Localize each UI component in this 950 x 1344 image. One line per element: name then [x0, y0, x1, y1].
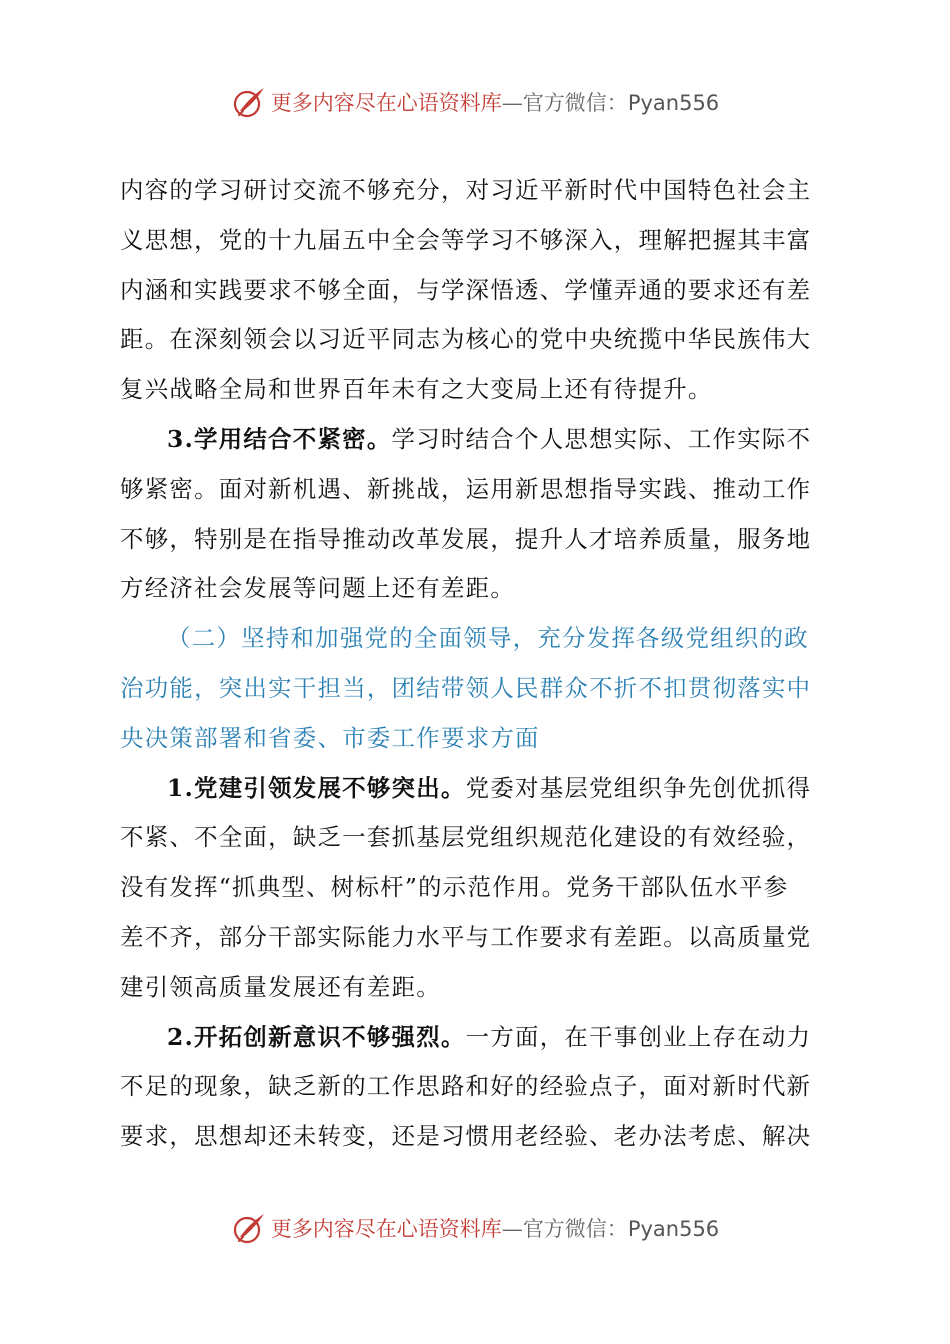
text-line: 内容的学习研讨交流不够充分，对习近平新时代中国特色社会主	[120, 176, 812, 204]
item-lead: 3.学用结合不紧密。	[167, 424, 392, 453]
paragraph-study-discussion	[120, 166, 832, 415]
paragraph-item-1	[120, 764, 832, 1013]
text-line: 够紧密。面对新机遇、新挑战，运用新思想指导实践、推动工作	[120, 474, 812, 503]
paragraph-item-3	[120, 415, 832, 614]
text-line: 不足的现象，缺乏新的工作思路和好的经验点子，面对新时代新	[120, 1072, 812, 1101]
item-lead: 1.党建引领发展不够突出。	[167, 773, 466, 802]
heading-line: 治功能，突出实干担当，团结带领人民群众不折不扣贯彻落实中	[120, 673, 812, 702]
item-lead: 2.开拓创新意识不够强烈。	[167, 1022, 466, 1051]
quill-pen-circle-icon	[231, 1210, 267, 1246]
footer-watermark	[0, 1208, 950, 1248]
section-heading-2	[120, 614, 832, 763]
text-line: 复兴战略全局和世界百年未有之大变局上还有待提升。	[120, 375, 713, 404]
text-line-indented	[120, 764, 832, 814]
watermark-text: 更多内容尽在心语资料库—官方微信：Pyan556	[270, 91, 720, 115]
text-line: 不紧、不全面，缺乏一套抓基层党组织规范化建设的有效经验，	[120, 823, 812, 852]
heading-line: （二）坚持和加强党的全面领导，充分发挥各级党组织的政	[167, 624, 809, 653]
text-line: 距。在深刻领会以习近平同志为核心的党中央统揽中华民族伟大	[120, 325, 812, 354]
text-line-indented	[120, 415, 832, 465]
watermark-text: 更多内容尽在心语资料库—官方微信：Pyan556	[270, 1217, 720, 1241]
text-line: 建引领高质量发展还有差距。	[120, 972, 441, 1001]
document-body	[120, 166, 832, 1162]
text-line: 差不齐，部分干部实际能力水平与工作要求有差距。以高质量党	[120, 922, 812, 951]
text-line: 不够，特别是在指导推动改革发展，提升人才培养质量，服务地	[120, 524, 812, 553]
heading-line: 央决策部署和省委、市委工作要求方面	[120, 723, 540, 752]
text-line: 要求，思想却还未转变，还是习惯用老经验、老办法考虑、解决	[120, 1122, 812, 1151]
quill-pen-circle-icon	[231, 84, 267, 120]
header-watermark	[0, 82, 950, 122]
text-line: 方经济社会发展等问题上还有差距。	[120, 574, 516, 603]
item-first-text: 一方面，在干事创业上存在动力	[465, 1022, 812, 1051]
item-first-text: 党委对基层党组织争先创优抓得	[465, 773, 812, 802]
paragraph-item-2	[120, 1013, 832, 1162]
text-line-indented	[120, 1013, 832, 1063]
item-first-text: 学习时结合个人思想实际、工作实际不	[391, 424, 812, 453]
text-line: 义思想，党的十九届五中全会等学习不够深入，理解把握其丰富	[120, 225, 812, 254]
text-line: 没有发挥“抓典型、树标杆”的示范作用。党务干部队伍水平参	[120, 873, 789, 902]
text-line: 内涵和实践要求不够全面，与学深悟透、学懂弄通的要求还有差	[120, 275, 812, 304]
